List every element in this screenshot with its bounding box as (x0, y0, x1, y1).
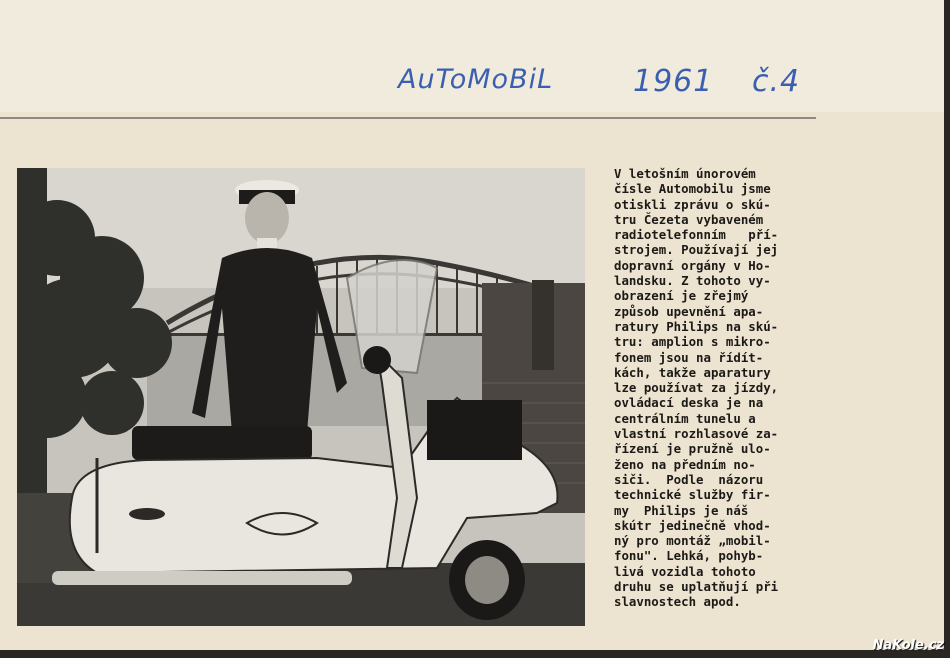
article-line: ženo na předním no- (614, 456, 756, 472)
article-line: my Philips je náš (614, 502, 749, 518)
article-line: fonem jsou na řídít- (614, 349, 764, 365)
article-line: V letošním únorovém (614, 166, 756, 181)
article-line: dopravní orgány v Ho- (614, 257, 771, 273)
article-line: centrálním tunelu a (614, 410, 756, 426)
handwritten-magazine-name: AuToMoBiL (398, 64, 554, 95)
article-line: strojem. Používají jej (614, 242, 779, 258)
article-line: otiskli zprávu o skú- (614, 196, 771, 212)
article-line: druhu se uplatňují při (614, 579, 779, 595)
article-line: lze používat za jízdy, (614, 380, 779, 396)
site-watermark: NaKole.cz (872, 638, 944, 653)
divider-line (0, 117, 816, 119)
scooter-photo-illustration (17, 168, 585, 626)
article-line: vlastní rozhlasové za- (614, 426, 779, 442)
article-line: kách, takže aparatury (614, 364, 771, 380)
article-line: ovládací deska je na (614, 395, 764, 411)
article-line: siči. Podle názoru (614, 471, 764, 487)
handwritten-year: 1961 (633, 64, 714, 99)
article-line: technické služby fir- (614, 487, 771, 503)
article-line: fonu". Lehká, pohyb- (614, 548, 764, 564)
scooter-photo (17, 168, 585, 626)
article-line: čísle Automobilu jsme (614, 181, 771, 197)
article-line: slavnostech apod. (614, 594, 741, 610)
article-line: skútr jedinečně vhod- (614, 517, 771, 533)
article-line: livá vozidla tohoto (614, 563, 756, 579)
article-text (614, 166, 816, 610)
article-line: obrazení je zřejmý (614, 288, 749, 304)
article-line: radiotelefonním pří- (614, 227, 779, 243)
article-line: řízení je pružně ulo- (614, 441, 771, 457)
handwritten-issue: č.4 (752, 64, 801, 99)
article-line: způsob upevnění apa- (614, 303, 764, 319)
article-line: ný pro montáž „mobil- (614, 533, 771, 549)
article-line: ratury Philips na skú- (614, 318, 779, 334)
article-line: tru: amplion s mikro- (614, 334, 771, 350)
article-line: tru Čezeta vybaveném (614, 211, 764, 227)
article-line: landsku. Z tohoto vy- (614, 273, 771, 289)
